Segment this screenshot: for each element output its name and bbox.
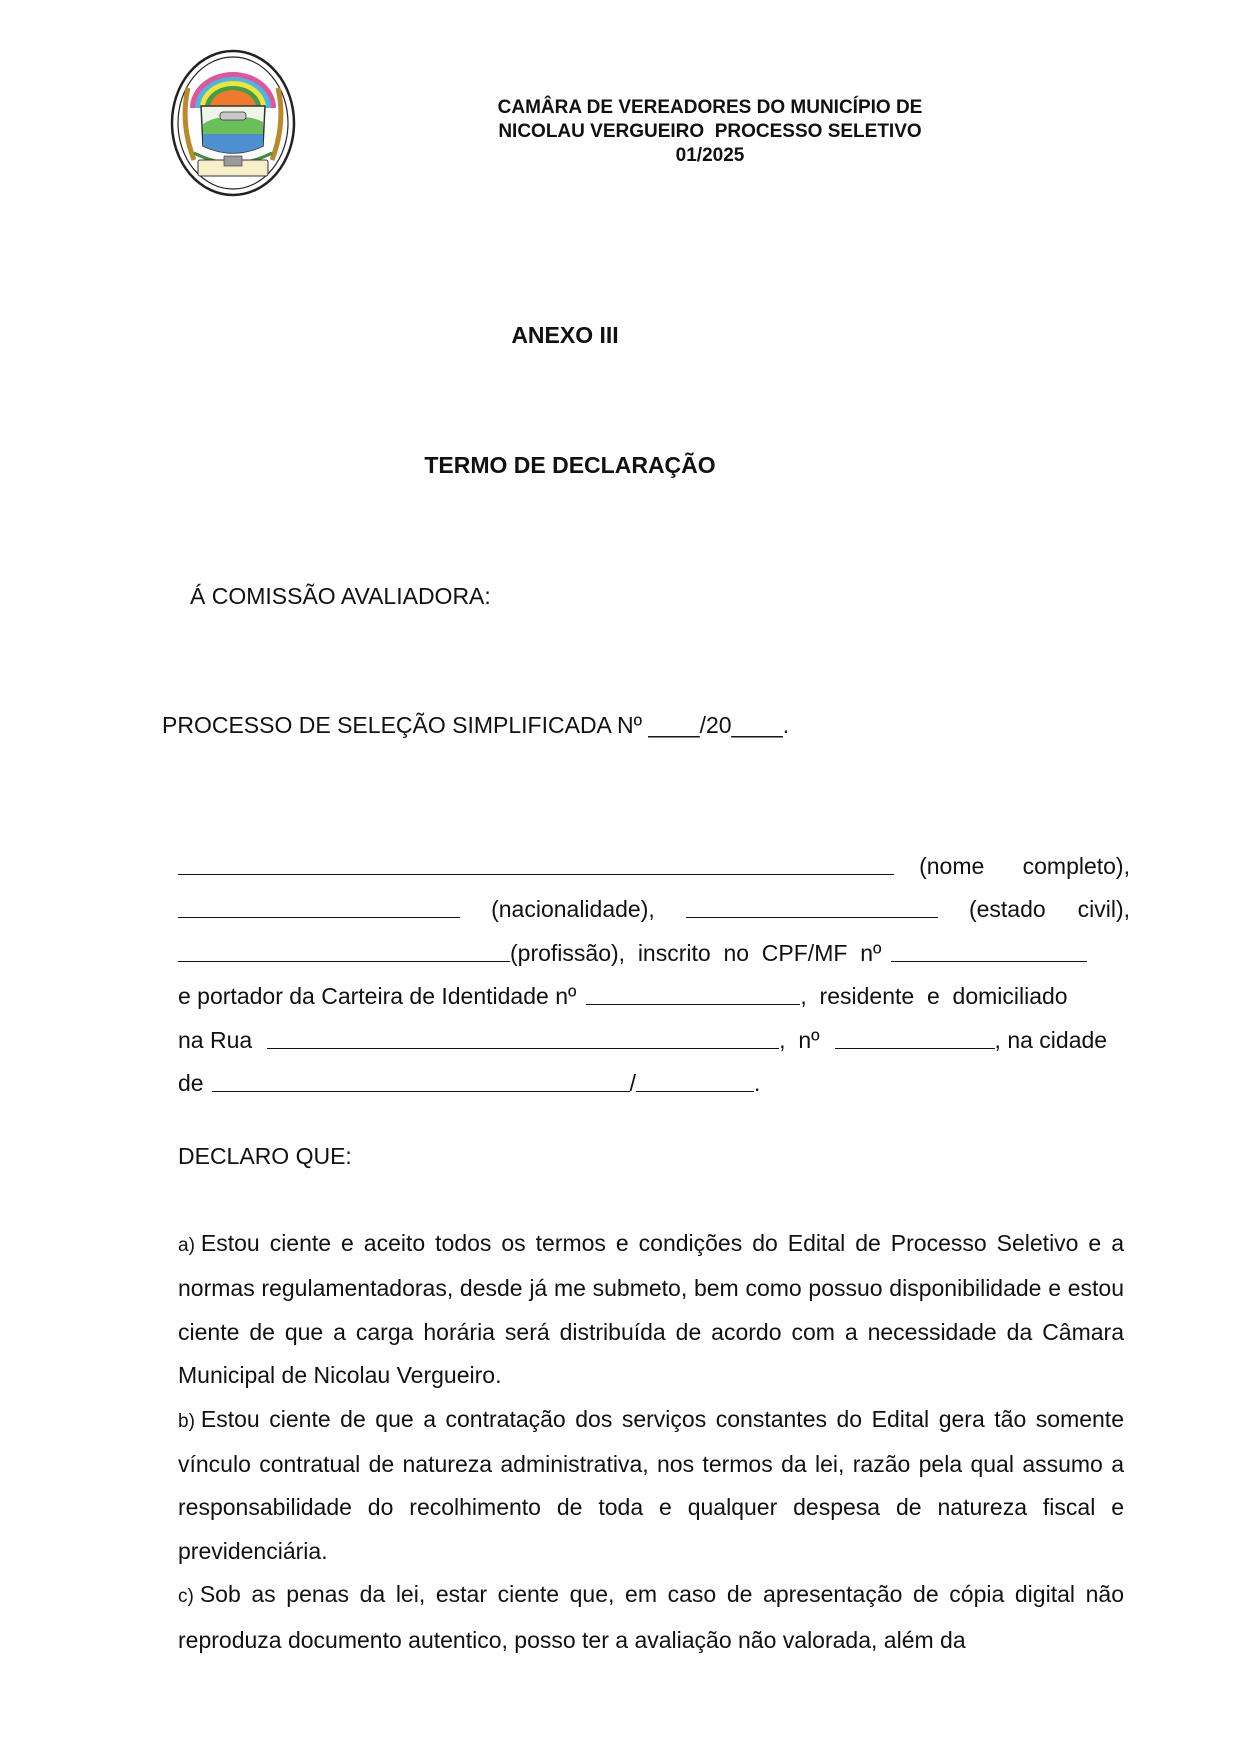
item-letter: b): [178, 1410, 195, 1432]
header-line-1: CAMÂRA DE VEREADORES DO MUNICÍPIO DE: [497, 97, 923, 118]
form-row-street: [178, 1010, 1130, 1054]
header-line-2: NICOLAU VERGUEIRO PROCESSO SELETIVO: [498, 121, 922, 142]
cpf-blank[interactable]: [891, 957, 1087, 962]
form-row-nationality: [178, 880, 1130, 924]
item-letter: c): [178, 1586, 194, 1608]
nationality-blank[interactable]: [178, 913, 460, 918]
city-prefix: de: [178, 1070, 204, 1096]
form-row-name: [178, 836, 1130, 880]
marital-status-blank[interactable]: [686, 913, 938, 918]
header-line-3: 01/2025: [675, 145, 745, 166]
item-text: Estou ciente e aceito todos os termos e condições do Edital de Processo Seletivo e a normas regulamentadoras, desde já me submeto, bem como possuo disponibilidade e estou ciente de que a carga horária será distribuída de acordo com a necessidade da Câmara Municipal de Nicolau Vergueiro.: [178, 1230, 1124, 1389]
declaration-heading: DECLARO QUE:: [178, 1143, 352, 1169]
nationality-label: (nacionalidade),: [491, 896, 655, 922]
declarant-form: [178, 836, 1130, 1097]
annex-title: ANEXO III: [511, 322, 619, 348]
form-row-city: [178, 1054, 1130, 1098]
state-separator: /: [629, 1070, 636, 1096]
city-blank[interactable]: [212, 1087, 630, 1092]
number-label: , nº: [779, 1026, 820, 1053]
document-title: TERMO DE DECLARAÇÃO: [424, 452, 716, 478]
item-text: Estou ciente de que a contratação dos serviços constantes do Edital gera tão somente vínculo contratual de natureza administrativa, nos termos da lei, razão pela qual assumo a responsabilidade do recolhimento de toda e qualquer despesa de natureza fiscal e previdenciária.: [178, 1405, 1124, 1564]
identity-label: e portador da Carteira de Identidade nº: [178, 983, 577, 1009]
state-blank[interactable]: [636, 1087, 754, 1092]
addressee: Á COMISSÃO AVALIADORA:: [190, 583, 491, 609]
identity-blank[interactable]: [586, 1000, 800, 1005]
form-row-identity: [178, 967, 1130, 1011]
declaration-list: [178, 1222, 1124, 1662]
city-label: , na cidade: [994, 1026, 1108, 1053]
declaration-item-a: [178, 1222, 1124, 1398]
name-blank[interactable]: [178, 870, 894, 875]
form-row-profession: [178, 923, 1130, 967]
header-title: [440, 96, 980, 168]
residence-label: , residente e domiciliado: [800, 983, 1068, 1009]
street-label: na Rua: [178, 1026, 253, 1053]
item-text: Sob as penas da lei, estar ciente que, em caso de apresentação de cópia digital não reproduza documento autentico, posso ter a avaliação não valorada, além da: [178, 1581, 1124, 1653]
declaration-item-c: [178, 1573, 1124, 1662]
item-letter: a): [178, 1235, 195, 1256]
municipal-coat-of-arms-icon: [168, 48, 298, 198]
marital-status-label: (estado civil),: [968, 896, 1130, 922]
profession-label: (profissão), inscrito no CPF/MF nº: [510, 939, 882, 966]
profession-blank[interactable]: [178, 957, 510, 962]
number-blank[interactable]: [835, 1044, 995, 1049]
name-label: (nome completo),: [919, 852, 1130, 879]
process-number-line: PROCESSO DE SELEÇÃO SIMPLIFICADA Nº ____/20____.: [162, 712, 790, 738]
line-end-period: .: [753, 1070, 761, 1096]
declaration-item-b: [178, 1398, 1124, 1574]
street-blank[interactable]: [267, 1044, 779, 1049]
